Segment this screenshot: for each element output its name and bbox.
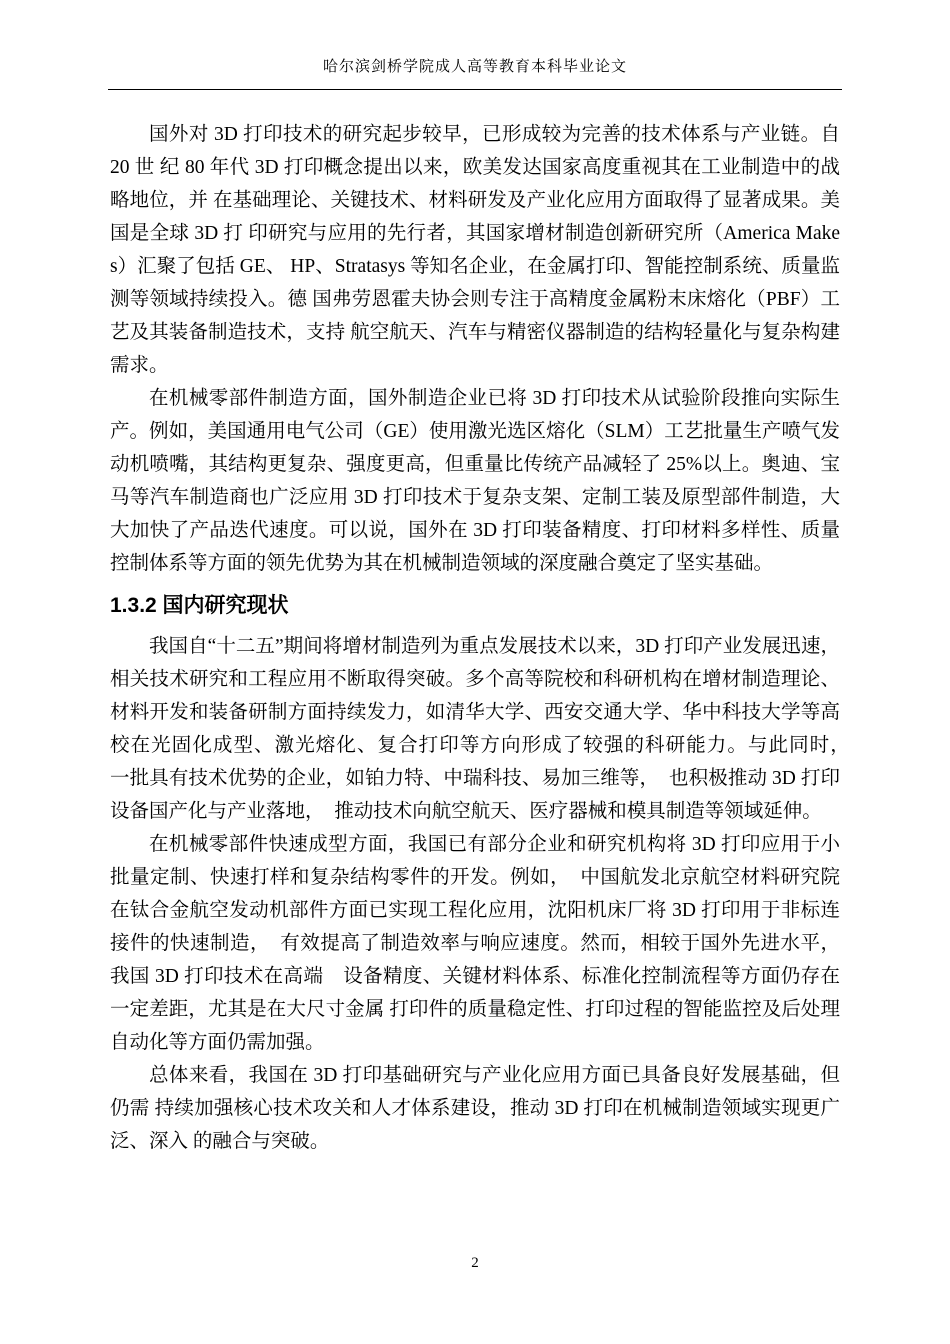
document-body [110,118,860,1158]
paragraph-foreign-machinery: 在机械零部件制造方面，国外制造企业已将 3D 打印技术从试验阶段推向实际生产。例如，美国通用电气公司（GE）使用激光选区熔化（SLM）工艺批量生产喷气发动机喷嘴，其结构更复杂、强度更高，但重量比传统产品减轻了 25%以上。奥迪、宝马等汽车制造商也广泛应用 3D 打印技术于复杂支架、定制工装及原型部件制造，大大加快了产品迭代速度。可以说，国外在 3D 打印装备精度、打印材料多样性、质量控制体系等方面的领先优势为其在机械制造领域的深度融合奠定了坚实基础。 [110,388,840,574]
paragraph-domestic-overview: 我国自“十二五”期间将增材制造列为重点发展技术以来，3D 打印产业发展迅速，相关技术研究和工程应用不断取得突破。多个高等院校和科研机构在增材制造理论、材料开发和装备研制方面持续发力，如清华大学、西安交通大学、华中科技大学等高校在光固化成型、激光熔化、复合打印等方向形成了较强的科研能力。与此同时， 一批具有技术优势的企业，如铂力特、中瑞科技、易加三维等， 也积极推动 3D 打印设备国产化与产业落地， 推动技术向航空航天、医疗器械和模具制造等领域延伸。 [110,636,860,822]
header-divider [108,89,842,90]
paragraph-foreign-overview: 国外对 3D 打印技术的研究起步较早，已形成较为完善的技术体系与产业链。自 20 世 纪 80 年代 3D 打印概念提出以来，欧美发达国家高度重视其在工业制造中的战略地位，并 在基础理论、关键技术、材料研发及产业化应用方面取得了显著成果。美国是全球 3D 打 印研究与应用的先行者，其国家增材制造创新研究所（America Makes）汇聚了包括 GE、 HP、Stratasys 等知名企业，在金属打印、智能控制系统、质量监测等领域持续投入。德 国弗劳恩霍夫协会则专注于高精度金属粉末床熔化（PBF）工艺及其装备制造技术，支持 航空航天、汽车与精密仪器制造的结构轻量化与复杂构建需求。 [110,124,840,376]
section-heading-1-3-2: 1.3.2 国内研究现状 [110,594,289,617]
paragraph-domestic-machinery: 在机械零部件快速成型方面，我国已有部分企业和研究机构将 3D 打印应用于小批量定制、快速打样和复杂结构零件的开发。例如， 中国航发北京航空材料研究院在钛合金航空发动机部件方面已实现工程化应用，沈阳机床厂将 3D 打印用于非标连接件的快速制造， 有效提高了制造效率与响应速度。然而，相较于国外先进水平，我国 3D 打印技术在高端 设备精度、关键材料体系、标准化控制流程等方面仍存在一定差距，尤其是在大尺寸金属 打印件的质量稳定性、打印过程的智能监控及后处理自动化等方面仍需加强。 [110,834,840,1053]
page-number: 2 [471,1255,479,1271]
paragraph-summary: 总体来看，我国在 3D 打印基础研究与产业化应用方面已具备良好发展基础，但仍需 持续加强核心技术攻关和人才体系建设，推动 3D 打印在机械制造领域实现更广泛、深入 的融合与突破。 [110,1065,840,1152]
page-header-title: 哈尔滨剑桥学院成人高等教育本科毕业论文 [322,59,627,75]
